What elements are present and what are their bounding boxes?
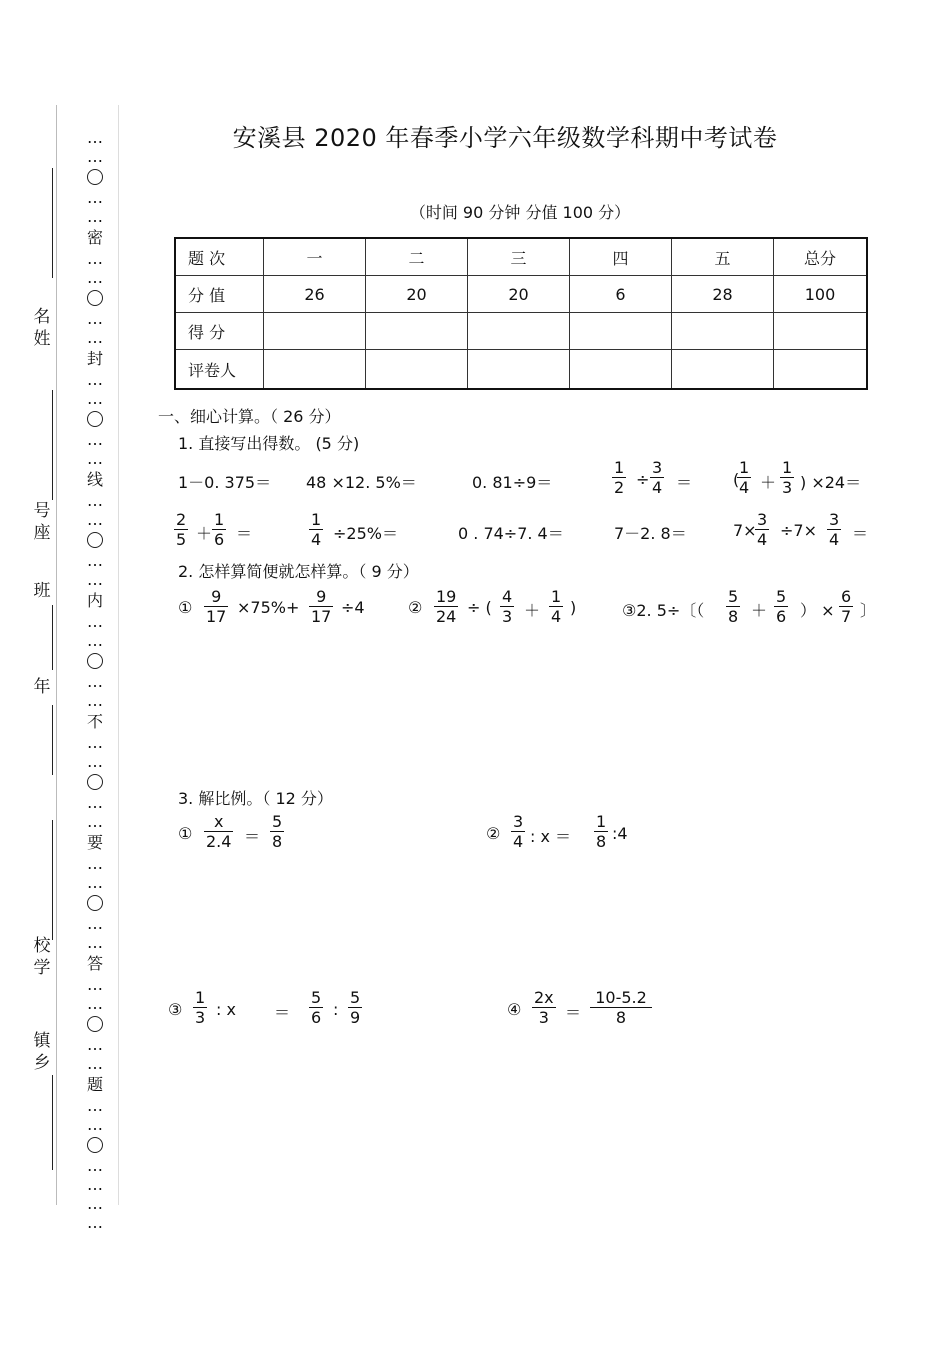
operator: ＝ xyxy=(274,1003,291,1022)
operator: ＋ xyxy=(751,601,768,620)
operator: ＋ xyxy=(760,473,777,492)
q1-item-g: ÷25%＝ xyxy=(333,524,398,543)
seal-circle xyxy=(87,411,103,427)
table-cell: 6 xyxy=(570,276,672,313)
numerator: 1 xyxy=(311,510,322,529)
binding-right-rule xyxy=(118,105,119,1205)
grader-input-cell[interactable] xyxy=(468,350,570,390)
seal-dots: … xyxy=(87,328,103,347)
seal-dots: … xyxy=(87,854,103,873)
fraction xyxy=(204,587,228,626)
fraction xyxy=(549,587,563,626)
denominator: 4 xyxy=(311,530,322,549)
table-cell: 28 xyxy=(672,276,774,313)
exam-subtitle: （时间 90 分钟 分值 100 分） xyxy=(409,203,631,222)
seal-dots: … xyxy=(87,1156,103,1175)
numerator: 1 xyxy=(195,988,206,1007)
q2-mark-2: ② xyxy=(408,598,423,617)
seal-dots: … xyxy=(87,1054,103,1073)
grader-input-cell[interactable] xyxy=(672,350,774,390)
numerator: 1 xyxy=(214,510,225,529)
numerator: 2x xyxy=(534,988,554,1007)
seal-dots: … xyxy=(87,370,103,389)
grader-input-cell[interactable] xyxy=(264,350,366,390)
seal-dots: … xyxy=(87,389,103,408)
q2-mark-1: ① xyxy=(178,598,193,617)
operator: 〕 xyxy=(860,601,877,620)
seal-dots: … xyxy=(87,147,103,166)
seal-dots: … xyxy=(87,933,103,952)
seal-dots: … xyxy=(87,491,103,510)
fraction xyxy=(774,587,788,626)
operator: ） × xyxy=(800,601,835,620)
denominator: 24 xyxy=(436,607,457,626)
seal-line xyxy=(84,128,106,1232)
numerator: 1 xyxy=(782,458,793,477)
seal-dots: … xyxy=(87,1115,103,1134)
table-row xyxy=(175,350,867,390)
q1-item-i: 7－2. 8＝ xyxy=(614,524,687,543)
denominator: 2.4 xyxy=(206,832,232,851)
operator: ÷ xyxy=(636,470,650,489)
q1-item-h: 0 . 74÷7. 4＝ xyxy=(458,524,564,543)
denominator: 3 xyxy=(538,1008,549,1027)
operator: ＋ xyxy=(524,601,541,620)
seal-dots: … xyxy=(87,430,103,449)
table-cell: 评卷人 xyxy=(175,350,264,390)
fraction xyxy=(193,988,207,1027)
section-title: 一、细心计算。（ 26 分） xyxy=(158,407,341,426)
operator: ＝ xyxy=(236,524,253,543)
seal-dots: … xyxy=(87,449,103,468)
denominator: 17 xyxy=(311,607,332,626)
grader-input-cell[interactable] xyxy=(366,350,468,390)
seal-char: 答 xyxy=(86,954,103,973)
table-cell: 五 xyxy=(672,238,774,276)
school-label: 校学 xyxy=(33,936,51,978)
denominator: 3 xyxy=(782,478,793,497)
numerator: 1 xyxy=(614,458,625,477)
denominator: 8 xyxy=(615,1008,627,1027)
denominator: 7 xyxy=(841,607,852,626)
numerator: 3 xyxy=(513,812,524,831)
fraction xyxy=(309,510,323,549)
seal-char: 线 xyxy=(86,470,103,489)
seal-dots: … xyxy=(87,570,103,589)
numerator: 9 xyxy=(316,587,327,606)
seal-dots: … xyxy=(87,631,103,650)
exam-title: 安溪县 2020 年春季小学六年级数学科期中考试卷 xyxy=(232,124,778,152)
numerator: 4 xyxy=(502,587,513,606)
score-input-cell[interactable] xyxy=(570,313,672,350)
grade-line xyxy=(52,705,53,775)
grader-input-cell[interactable] xyxy=(774,350,868,390)
seal-dots: … xyxy=(87,1213,103,1232)
denominator: 3 xyxy=(502,607,513,626)
denominator: 6 xyxy=(214,530,225,549)
fraction xyxy=(755,510,769,549)
operator: ×75%+ xyxy=(237,598,300,617)
operator: ( xyxy=(733,470,740,489)
operator: : x xyxy=(216,1000,236,1019)
denominator: 5 xyxy=(176,530,187,549)
fraction xyxy=(650,458,664,497)
table-row xyxy=(175,238,867,276)
fraction xyxy=(270,812,284,851)
denominator: 8 xyxy=(728,607,739,626)
operator: ÷4 xyxy=(341,598,365,617)
denominator: 17 xyxy=(206,607,227,626)
numerator: 3 xyxy=(652,458,663,477)
table-cell: 题 次 xyxy=(175,238,264,276)
table-cell: 得 分 xyxy=(175,313,264,350)
table-cell: 四 xyxy=(570,238,672,276)
fraction xyxy=(174,510,188,549)
seal-dots: … xyxy=(87,975,103,994)
fraction xyxy=(434,587,458,626)
seal-circle xyxy=(87,169,103,185)
seal-dots: … xyxy=(87,812,103,831)
denominator: 9 xyxy=(350,1008,361,1027)
seal-dots: … xyxy=(87,994,103,1013)
seal-circle xyxy=(87,895,103,911)
seal-dots: … xyxy=(87,793,103,812)
seal-dots: … xyxy=(87,672,103,691)
numerator: 6 xyxy=(841,587,852,606)
question-1-title: 1. 直接写出得数。 (5 分) xyxy=(178,434,360,453)
fraction xyxy=(511,812,525,851)
town-line xyxy=(52,1075,53,1170)
operator: : xyxy=(333,1000,339,1019)
seal-dots: … xyxy=(87,128,103,147)
grader-input-cell[interactable] xyxy=(570,350,672,390)
question-2-title: 2. 怎样算简便就怎样算。（ 9 分） xyxy=(178,562,419,581)
fraction xyxy=(204,812,233,851)
fraction xyxy=(726,587,740,626)
fraction xyxy=(839,587,853,626)
denominator: 8 xyxy=(272,832,283,851)
numerator: 3 xyxy=(829,510,840,529)
fraction xyxy=(500,587,514,626)
seal-dots: … xyxy=(87,612,103,631)
operator: ＝ xyxy=(244,827,261,846)
seal-dots: … xyxy=(87,1035,103,1054)
denominator: 6 xyxy=(776,607,787,626)
seal-char: 题 xyxy=(86,1075,103,1094)
numerator: x xyxy=(213,812,224,831)
seal-dots: … xyxy=(87,873,103,892)
operator: ÷7× xyxy=(780,521,817,540)
q3-mark-4: ④ xyxy=(507,1000,522,1019)
q3-mark-3: ③ xyxy=(168,1000,183,1019)
fraction xyxy=(612,458,626,497)
question-3-title: 3. 解比例。（ 12 分） xyxy=(178,789,333,808)
fraction xyxy=(309,988,323,1027)
fraction xyxy=(780,458,794,497)
binding-left-rule xyxy=(56,105,57,1205)
table-row xyxy=(175,313,867,350)
numerator: 1 xyxy=(551,587,562,606)
table-cell: 20 xyxy=(366,276,468,313)
denominator: 4 xyxy=(757,530,768,549)
fraction xyxy=(212,510,226,549)
q3-mark-1: ① xyxy=(178,824,193,843)
operator: ＝ xyxy=(852,524,869,543)
q3-mark-2: ② xyxy=(486,824,501,843)
class-line xyxy=(52,605,53,670)
table-cell: 20 xyxy=(468,276,570,313)
table-cell: 三 xyxy=(468,238,570,276)
fraction xyxy=(590,988,652,1027)
seal-char: 封 xyxy=(86,349,103,368)
name-label: 名姓 xyxy=(33,307,51,349)
numerator: 3 xyxy=(757,510,768,529)
fraction xyxy=(594,812,608,851)
q1-item-a: 1－0. 375＝ xyxy=(178,473,272,492)
operator: : x ＝ xyxy=(530,827,572,846)
numerator: 10-5.2 xyxy=(595,988,647,1007)
operator: ＋ xyxy=(196,524,213,543)
seal-char: 内 xyxy=(86,591,103,610)
town-label: 镇乡 xyxy=(33,1031,51,1073)
fraction xyxy=(348,988,362,1027)
denominator: 2 xyxy=(614,478,625,497)
operator: ) xyxy=(570,598,577,617)
seal-dots: … xyxy=(87,309,103,328)
numerator: 5 xyxy=(728,587,739,606)
score-table xyxy=(174,237,868,390)
numerator: 5 xyxy=(776,587,787,606)
seal-dots: … xyxy=(87,691,103,710)
seal-circle xyxy=(87,774,103,790)
seal-dots: … xyxy=(87,914,103,933)
denominator: 4 xyxy=(513,832,524,851)
seal-dots: … xyxy=(87,249,103,268)
seal-circle xyxy=(87,532,103,548)
name-line xyxy=(52,168,53,278)
seal-char: 不 xyxy=(86,712,103,731)
numerator: 1 xyxy=(596,812,607,831)
seal-dots: … xyxy=(87,207,103,226)
table-cell: 100 xyxy=(774,276,868,313)
denominator: 3 xyxy=(195,1008,206,1027)
operator: :4 xyxy=(612,824,628,843)
seal-dots: … xyxy=(87,551,103,570)
score-input-cell[interactable] xyxy=(468,313,570,350)
score-input-cell[interactable] xyxy=(774,313,868,350)
operator: 7× xyxy=(733,521,757,540)
denominator: 6 xyxy=(311,1008,322,1027)
operator: ) ×24＝ xyxy=(800,473,862,492)
numerator: 5 xyxy=(350,988,361,1007)
table-cell: 二 xyxy=(366,238,468,276)
fraction xyxy=(309,587,333,626)
q1-item-c: 0. 81÷9＝ xyxy=(472,473,553,492)
fraction xyxy=(532,988,556,1027)
seal-circle xyxy=(87,290,103,306)
operator: ＝ xyxy=(676,473,693,492)
seal-dots: … xyxy=(87,510,103,529)
score-input-cell[interactable] xyxy=(672,313,774,350)
seal-circle xyxy=(87,1016,103,1032)
seal-dots: … xyxy=(87,752,103,771)
seal-dots: … xyxy=(87,188,103,207)
table-cell: 总分 xyxy=(774,238,868,276)
seal-dots: … xyxy=(87,1096,103,1115)
school-line xyxy=(52,820,53,940)
table-row xyxy=(175,276,867,313)
seal-char: 密 xyxy=(86,228,103,247)
table-cell: 26 xyxy=(264,276,366,313)
seat-line xyxy=(52,390,53,500)
numerator: 1 xyxy=(739,458,750,477)
numerator: 9 xyxy=(211,587,222,606)
q1-item-b: 48 ×12. 5%＝ xyxy=(306,473,417,492)
seal-dots: … xyxy=(87,268,103,287)
q2-mark-3: ③2. 5÷〔（ xyxy=(622,601,705,620)
table-cell: 分 值 xyxy=(175,276,264,313)
seal-circle xyxy=(87,1137,103,1153)
seat-label: 号座 xyxy=(33,501,51,543)
denominator: 8 xyxy=(596,832,607,851)
score-input-cell[interactable] xyxy=(264,313,366,350)
fraction xyxy=(827,510,841,549)
table-cell: 一 xyxy=(264,238,366,276)
denominator: 4 xyxy=(652,478,663,497)
seal-dots: … xyxy=(87,1194,103,1213)
score-input-cell[interactable] xyxy=(366,313,468,350)
class-label: 班 xyxy=(33,581,51,601)
numerator: 5 xyxy=(311,988,322,1007)
seal-char: 要 xyxy=(86,833,103,852)
operator: ÷ ( xyxy=(467,598,492,617)
denominator: 4 xyxy=(829,530,840,549)
operator: ＝ xyxy=(565,1003,582,1022)
seal-circle xyxy=(87,653,103,669)
seal-dots: … xyxy=(87,733,103,752)
numerator: 19 xyxy=(436,587,457,606)
fraction xyxy=(737,458,751,497)
numerator: 2 xyxy=(176,510,187,529)
grade-label: 年 xyxy=(33,677,51,697)
seal-dots: … xyxy=(87,1175,103,1194)
denominator: 4 xyxy=(739,478,750,497)
denominator: 4 xyxy=(551,607,562,626)
numerator: 5 xyxy=(272,812,283,831)
